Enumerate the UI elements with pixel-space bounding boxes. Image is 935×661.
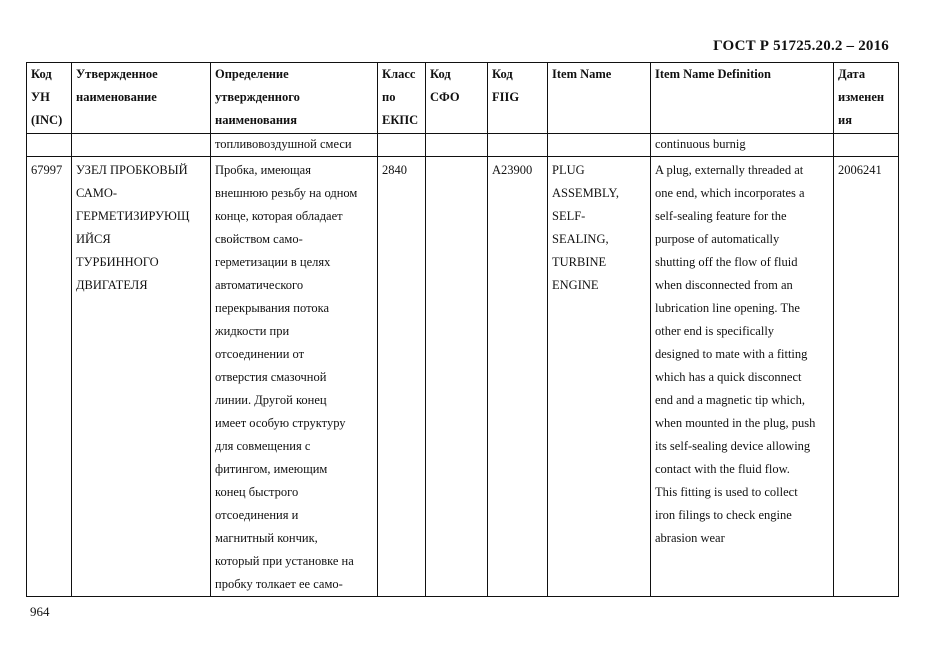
cell-line: one end, which incorporates a [655,186,805,200]
cell-line: end and a magnetic tip which, [655,393,805,407]
cell-line: when mounted in the plug, push [655,416,816,430]
col-header-item-name-definition [651,63,834,134]
col-header-date [834,63,899,134]
cell-line: наименования [215,113,298,127]
cell-line: other end is specifically [655,324,775,338]
cell-fiig: A23900 [488,157,548,597]
cell-class [378,134,426,157]
cell-date: 2006241 [834,157,899,597]
cell-line: Определение [215,67,289,81]
cell-line: A plug, externally threaded at [655,163,804,177]
page-number: 964 [30,604,50,619]
cell-line: lubrication line opening. The [655,301,800,315]
cell-line: ТУРБИННОГО [76,255,159,269]
cell-line: abrasion wear [655,531,725,545]
cell-line: который при установке на [215,554,354,568]
cell-line: Код [492,67,513,81]
cell-line: фитингом, имеющим [215,462,328,476]
cell-line: FIIG [492,90,520,104]
cell-line: для совмещения с [215,439,311,453]
cell-class: 2840 [378,157,426,597]
cell-item-name [548,157,651,597]
cell-line: TURBINE [552,255,607,269]
cell-line: Item Name [552,67,612,81]
cell-line: ЕКПС [382,113,419,127]
cell-line: contact with the fluid flow. [655,462,790,476]
cell-line: iron filings to check engine [655,508,792,522]
cell-line: when disconnected from an [655,278,793,292]
cell-line: shutting off the flow of fluid [655,255,798,269]
cell-line: магнитный кончик, [215,531,318,545]
col-header-class [378,63,426,134]
cell-line: свойством само- [215,232,303,246]
cell-line: ENGINE [552,278,599,292]
col-header-definition [211,63,378,134]
table-row [27,134,899,157]
document-header-title: ГОСТ Р 51725.20.2 – 2016 [713,38,889,54]
table-header-row [27,63,899,134]
cell-line: линии. Другой конец [215,393,327,407]
cell-line: конец быстрого [215,485,299,499]
cell-sfo [426,157,488,597]
cell-line: ASSEMBLY, [552,186,619,200]
cell-fiig [488,134,548,157]
cell-date [834,134,899,157]
cell-definition [211,157,378,597]
cell-line: наименование [76,90,157,104]
col-header-fiig [488,63,548,134]
col-header-inc [27,63,72,134]
cell-line: УЗЕЛ ПРОБКОВЫЙ [76,163,188,177]
cell-line: SELF- [552,209,586,223]
cell-line: PLUG [552,163,585,177]
cell-line: УН [31,90,50,104]
cell-line: Утвержденное [76,67,158,81]
cell-line: изменен [838,90,885,104]
col-header-approved-name [72,63,211,134]
cell-line: Item Name Definition [655,67,771,81]
col-header-item-name [548,63,651,134]
cell-line: self-sealing feature for the [655,209,787,223]
cell-line: отсоединения и [215,508,299,522]
catalog-table [26,62,899,597]
cell-line: СФО [430,90,460,104]
cell-line: its self-sealing device allowing [655,439,811,453]
cell-line: пробку толкает ее само- [215,577,343,591]
cell-line: purpose of automatically [655,232,780,246]
cell-line: Дата [838,67,866,81]
cell-item-name-definition: continuous burnig [651,134,834,157]
cell-item-name [548,134,651,157]
cell-line: САМО- [76,186,118,200]
cell-line: Класс [382,67,416,81]
cell-line: ия [838,113,852,127]
cell-line: утвержденного [215,90,300,104]
cell-line: имеет особую структуру [215,416,346,430]
cell-line: designed to mate with a fitting [655,347,808,361]
cell-definition: топливовоздушной смеси [211,134,378,157]
cell-line: автоматического [215,278,304,292]
cell-line: This fitting is used to collect [655,485,798,499]
cell-line: перекрывания потока [215,301,330,315]
cell-line: (INC) [31,113,63,127]
cell-line: Код [31,67,52,81]
cell-item-name-definition [651,157,834,597]
cell-line: ИЙСЯ [76,232,111,246]
cell-line: по [382,90,396,104]
cell-line: ДВИГАТЕЛЯ [76,278,148,292]
cell-inc: 67997 [27,157,72,597]
cell-line: жидкости при [215,324,290,338]
cell-line: конце, которая обладает [215,209,343,223]
cell-approved-name [72,134,211,157]
table-row [27,157,899,597]
cell-approved-name [72,157,211,597]
cell-inc [27,134,72,157]
cell-line: ГЕРМЕТИЗИРУЮЩ [76,209,190,223]
col-header-sfo [426,63,488,134]
cell-line: SEALING, [552,232,609,246]
cell-sfo [426,134,488,157]
cell-line: отсоединении от [215,347,305,361]
cell-line: Код [430,67,451,81]
cell-line: which has a quick disconnect [655,370,802,384]
cell-line: Пробка, имеющая [215,163,311,177]
cell-line: внешнюю резьбу на одном [215,186,358,200]
cell-line: отверстия смазочной [215,370,327,384]
cell-line: герметизации в целях [215,255,331,269]
